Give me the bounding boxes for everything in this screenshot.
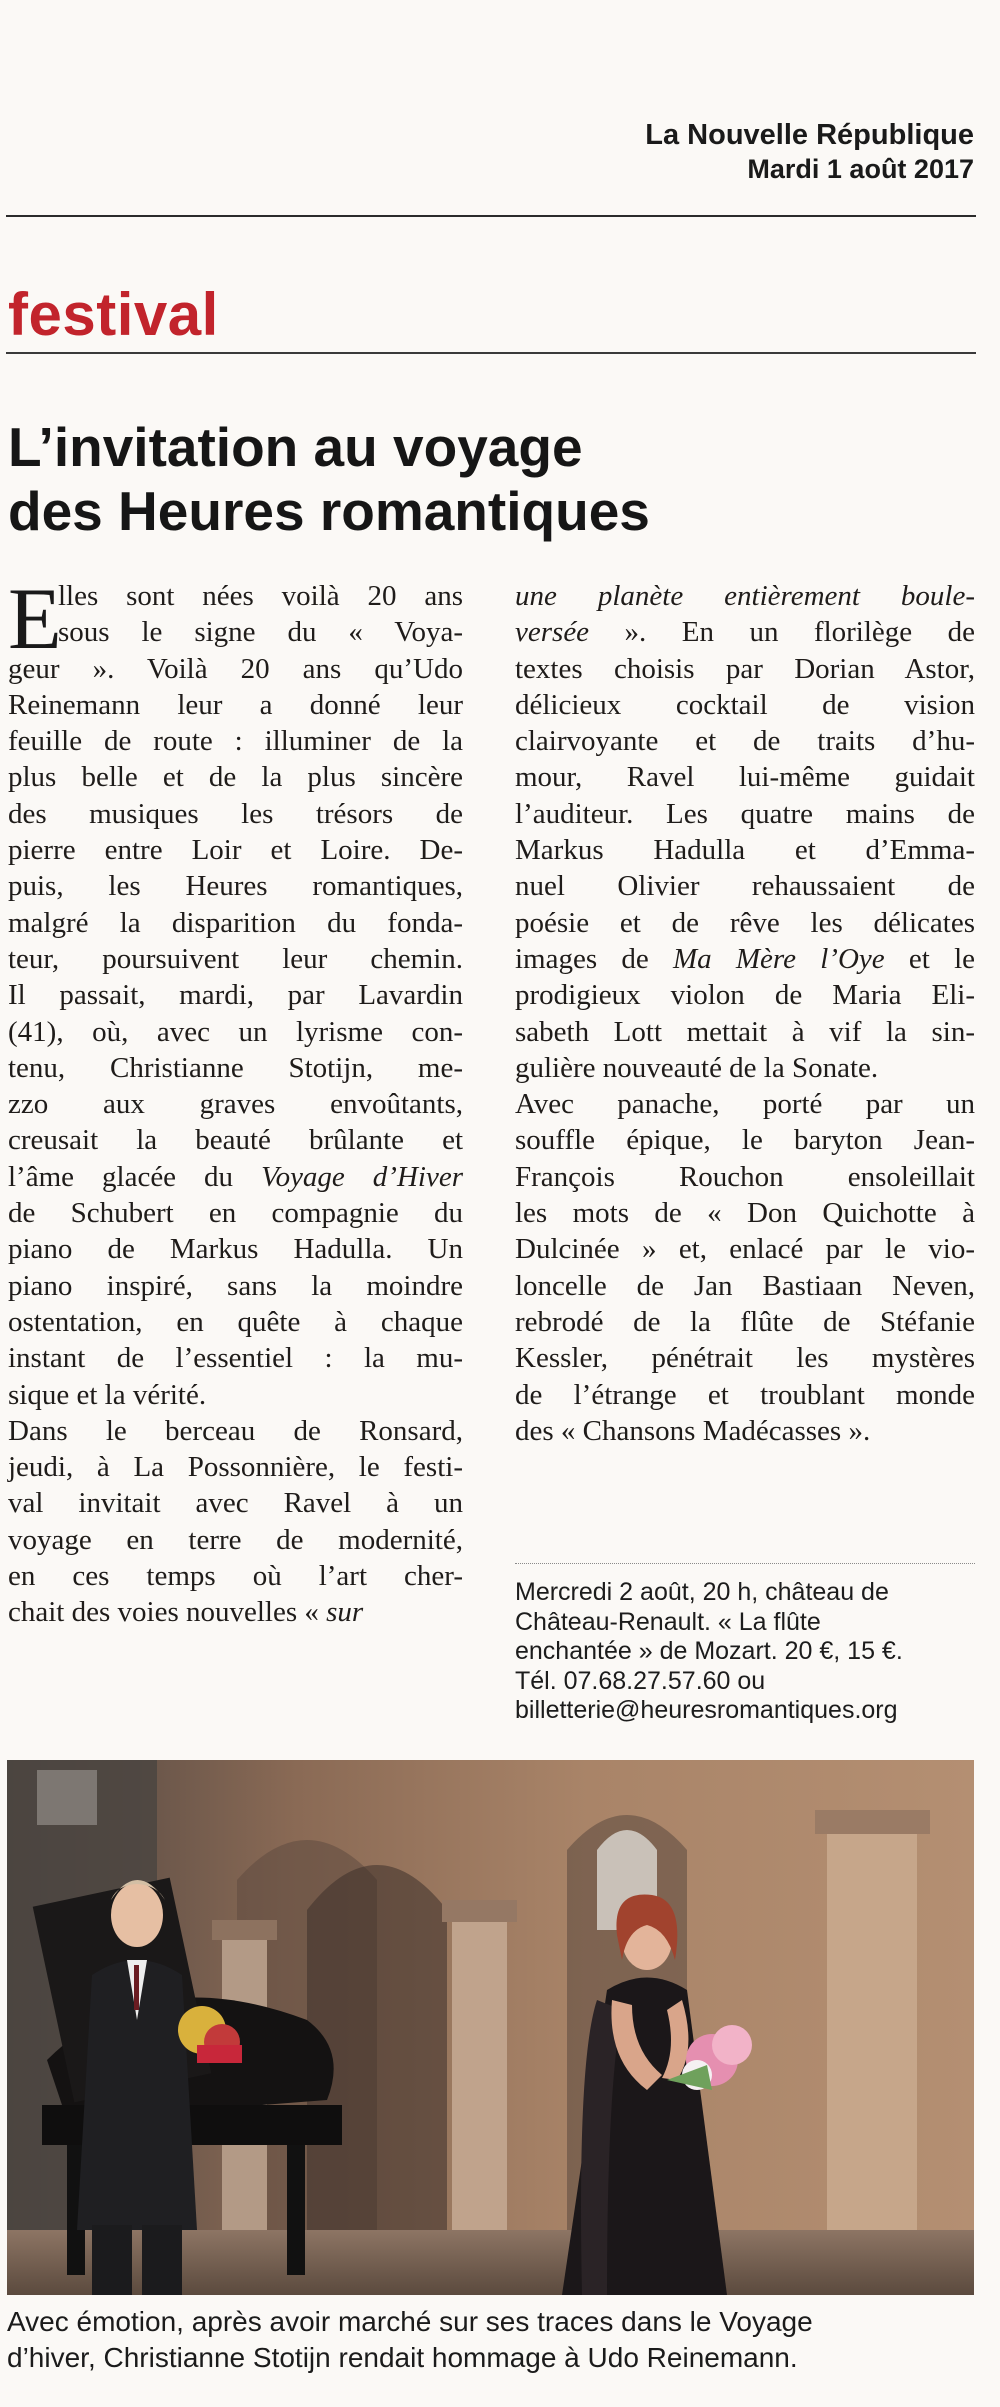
col2-line: de l’étrange et troublant monde bbox=[515, 1378, 975, 1411]
col1-line: tenu, Christianne Stotijn, me- bbox=[8, 1051, 463, 1084]
masthead bbox=[645, 118, 974, 186]
col1-line: (41), où, avec un lyrisme con- bbox=[8, 1015, 463, 1048]
rubric-divider bbox=[6, 352, 976, 354]
info-line: Tél. 07.68.27.57.60 ou bbox=[515, 1666, 766, 1695]
col2-line: loncelle de Jan Bastiaan Neven, bbox=[515, 1269, 975, 1302]
col1-line: geur ». Voilà 20 ans qu’Udo bbox=[8, 652, 463, 685]
article-headline bbox=[8, 415, 968, 543]
photo-caption bbox=[7, 2304, 982, 2376]
col2-line: François Rouchon ensoleillait bbox=[515, 1160, 975, 1193]
col1-line: sous le signe du « Voya- bbox=[58, 616, 463, 649]
col2-line: des « Chansons Madécasses ». bbox=[515, 1414, 871, 1447]
drop-cap: E bbox=[8, 571, 62, 668]
section-rubric: festival bbox=[8, 281, 219, 348]
col2-line: délicieux cocktail de vision bbox=[515, 688, 975, 721]
info-line: Mercredi 2 août, 20 h, château de bbox=[515, 1578, 889, 1606]
info-line: enchantée » de Mozart. 20 €, 15 €. bbox=[515, 1637, 903, 1665]
col2-line: rebrodé de la flûte de Stéfanie bbox=[515, 1305, 975, 1338]
col2-line: mour, Ravel lui-même guidait bbox=[515, 761, 975, 794]
col2-line: nuel Olivier rehaussaient de bbox=[515, 870, 975, 903]
caption-line: d’hiver, Christianne Stotijn rendait hommage à Udo Reinemann. bbox=[7, 2342, 798, 2373]
col1-line: Dans le berceau de Ronsard, bbox=[8, 1414, 463, 1447]
col1-line: en ces temps où l’art cher- bbox=[8, 1560, 463, 1593]
col2-line: versée ». En un florilège de bbox=[515, 616, 975, 649]
col2-line: textes choisis par Dorian Astor, bbox=[515, 652, 975, 685]
col2-line: prodigieux violon de Maria Eli- bbox=[515, 979, 975, 1012]
col1-line: voyage en terre de modernité, bbox=[8, 1523, 463, 1556]
col2-line: Markus Hadulla et d’Emma- bbox=[515, 834, 975, 867]
col1-line: piano inspiré, sans la moindre bbox=[8, 1269, 463, 1302]
info-line: billetterie@heuresromantiques.org bbox=[515, 1696, 898, 1724]
col1-line: puis, les Heures romantiques, bbox=[8, 870, 463, 903]
col2-line: l’auditeur. Les quatre mains de bbox=[515, 797, 975, 830]
col1-line: Il passait, mardi, par Lavardin bbox=[8, 979, 463, 1012]
col1-line: pierre entre Loir et Loire. De- bbox=[8, 834, 463, 867]
col2-line: images de Ma Mère l’Oye et le bbox=[515, 942, 975, 975]
publication-date: Mardi 1 août 2017 bbox=[747, 154, 974, 184]
col2-line: Avec panache, porté par un bbox=[515, 1088, 975, 1121]
col2-line: Kessler, pénétrait les mystères bbox=[515, 1342, 975, 1375]
col1-line: piano de Markus Hadulla. Un bbox=[8, 1233, 463, 1266]
col2-line: les mots de « Don Quichotte à bbox=[515, 1197, 975, 1230]
col1-line: ostentation, en quête à chaque bbox=[8, 1305, 463, 1338]
col1-line: Reinemann leur a donné leur bbox=[8, 688, 463, 721]
event-info-box bbox=[515, 1578, 975, 1726]
caption-line: Avec émotion, après avoir marché sur ses traces dans le Voyage bbox=[7, 2306, 813, 2337]
col2-line: gulière nouveauté de la Sonate. bbox=[515, 1051, 879, 1084]
col2-line: clairvoyante et de traits d’hu- bbox=[515, 725, 975, 758]
info-line: Château-Renault. « La flûte bbox=[515, 1607, 821, 1636]
col1-line: teur, poursuivent leur chemin. bbox=[8, 942, 463, 975]
col1-line: zzo aux graves envoûtants, bbox=[8, 1088, 463, 1121]
col1-line: instant de l’essentiel : la mu- bbox=[8, 1342, 463, 1375]
newspaper-name: La Nouvelle République bbox=[645, 119, 974, 151]
col2-line: souffle épique, le baryton Jean- bbox=[515, 1124, 975, 1157]
col1-line: plus belle et de la plus sincère bbox=[8, 761, 463, 794]
col1-line: l’âme glacée du Voyage d’Hiver bbox=[8, 1160, 463, 1193]
col1-line: malgré la disparition du fonda- bbox=[8, 906, 463, 939]
col2-line: sabeth Lott mettait à vif la sin- bbox=[515, 1015, 975, 1048]
concert-photo bbox=[7, 1760, 974, 2295]
article-column-2 bbox=[515, 578, 975, 1449]
info-divider bbox=[515, 1563, 975, 1565]
col2-line: une planète entièrement boule- bbox=[515, 580, 975, 612]
col1-line: val invitait avec Ravel à un bbox=[8, 1487, 463, 1520]
col2-line: Dulcinée » et, enlacé par le vio- bbox=[515, 1233, 975, 1266]
headline-line-2: des Heures romantiques bbox=[8, 480, 650, 542]
col1-line: de Schubert en compagnie du bbox=[8, 1197, 463, 1230]
col1-line: feuille de route : illuminer de la bbox=[8, 725, 463, 758]
col1-line: sique et la vérité. bbox=[8, 1378, 207, 1411]
concert-photo-illustration bbox=[7, 1760, 974, 2295]
col1-line: lles sont nées voilà 20 ans bbox=[58, 580, 463, 612]
col1-line: jeudi, à La Possonnière, le festi- bbox=[8, 1451, 463, 1484]
article-column-1 bbox=[8, 571, 463, 1631]
col1-line: des musiques les trésors de bbox=[8, 797, 463, 830]
headline-line-1: L’invitation au voyage bbox=[8, 416, 583, 478]
masthead-divider bbox=[6, 215, 976, 217]
col1-line: creusait la beauté brûlante et bbox=[8, 1124, 463, 1157]
col1-line: chait des voies nouvelles « sur bbox=[8, 1596, 364, 1629]
col2-line: poésie et de rêve les délicates bbox=[515, 906, 975, 939]
